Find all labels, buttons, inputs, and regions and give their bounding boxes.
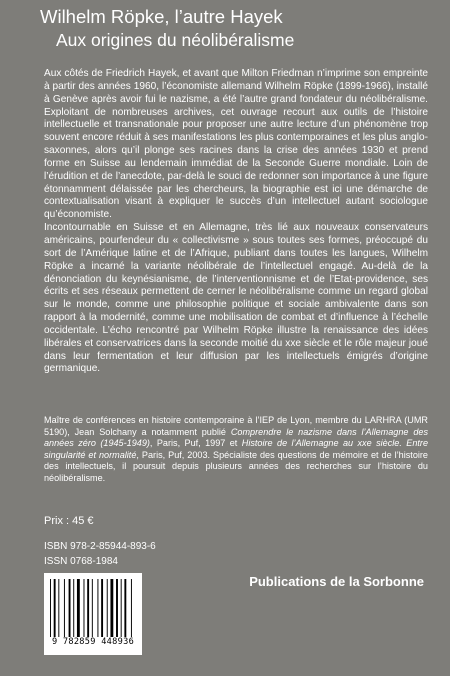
book-title: Wilhelm Röpke, l’autre Hayek — [40, 6, 283, 27]
book-subtitle: Aux origines du néolibéralisme — [56, 30, 295, 50]
price-label: Prix : 45 € — [44, 515, 94, 527]
bio-text-3: , Paris, Puf, 2003. Spécialiste des questions de mémoire et de l’histoire des intellectuels, il poursuit depuis plusieurs années des recherches sur l’histoire du néolibéralisme. — [44, 449, 428, 483]
barcode-bar — [116, 579, 118, 637]
barcode-bar — [64, 579, 65, 637]
author-bio — [44, 415, 428, 485]
bio-book-title-1: Comprendre le nazisme dans l’Allemagne des années zéro (1945-1949) — [44, 426, 428, 449]
barcode-bar — [54, 579, 56, 637]
barcode-bar — [97, 579, 98, 637]
publisher-name: Publications de la Sorbonne — [249, 574, 424, 589]
barcode-bar — [87, 579, 89, 637]
barcode-bar — [92, 579, 93, 637]
barcode-bar — [131, 579, 132, 637]
barcode-bar — [124, 579, 126, 637]
barcode-bar — [84, 579, 85, 637]
bio-book-title-2: Histoire de l’Allemagne au xxe siècle. Entre singularité et normalité — [44, 438, 428, 460]
issn-label: ISSN 0768-1984 — [44, 556, 118, 567]
barcode-bar — [69, 579, 71, 637]
barcode-bar — [73, 579, 74, 637]
blurb — [44, 68, 428, 376]
barcode-bar — [101, 579, 103, 637]
barcode-bars-graphic — [50, 579, 136, 637]
barcode-bar — [77, 579, 80, 637]
isbn-label: ISBN 978-2-85944-893-6 — [44, 541, 156, 552]
blurb-paragraph-1: Aux côtés de Friedrich Hayek, et avant que Milton Friedman n’imprime son empreinte à partir des années 1960, l’économiste allemand Wilhelm Röpke (1899-1966), installé à Genève après avoir fui le nazisme, a été l’autre grand fondateur du néolibéralisme. Exploitant de nombreuses archives, cet ouvrage recourt aux outils de l’histoire intellectuelle et transnationale pour proposer une autre lecture d’un phénomène trop souvent encore réduit à ses manifestations les plus contemporaines et les plus anglo-saxonnes, alors qu’il plonge ses racines dans la crise des années 1930 et prend forme en Suisse au lendemain immédiat de la Seconde Guerre mondiale. Loin de l’érudition et de l’anecdote, par-delà le souci de redonner son importance à une figure étonnamment délaissée par les chercheurs, la biographie est ici une démarche de contextualisation visant à expliquer le succès d’un intellectuel autant sociologue qu’économiste. — [44, 68, 428, 221]
bio-text-1: Maître de conférences en histoire contemporaine à l’IEP de Lyon, membre du LARHRA (UMR 5190), Jean Solchany a notamment publié — [44, 415, 428, 437]
barcode-bar — [107, 579, 108, 637]
blurb-paragraph-2: Incontournable en Suisse et en Allemagne, très lié aux nouveaux conservateurs américains, pourfendeur du « collectivisme » sous toutes ses formes, préoccupé du sort de l’Amérique latine et de l’Afrique, publiant dans toutes les langues, Wilhelm Röpke a incarné la variante néolibérale de l’intellectuel engagé. Au-delà de la dénonciation du keynésianisme, de l’interventionnisme et de l’Etat-providence, ses écrits et ses réseaux permettent de cerner le néolibéralisme comme un regard global sur le monde, comme une philosophie politique et sociale ambivalente dans son rapport à la modernité, comme une mobilisation de combat et d’influence à l’échelle occidentale. L’écho rencontré par Wilhelm Röpke illustre la renaissance des idées libérales et conservatrices dans la seconde moitié du xxe siècle et le rôle majeur joué dans leur fermentation et leur diffusion par les intellectuels émigrés d’origine germanique. — [44, 222, 428, 375]
barcode-bar — [110, 579, 113, 637]
barcode-bar — [50, 579, 51, 637]
barcode-bar — [58, 579, 59, 637]
barcode-digits: 9 782859 448936 — [51, 637, 135, 647]
barcode-bar — [121, 579, 122, 637]
bio-text-2: , Paris, Puf, 1997 et — [149, 438, 242, 449]
barcode — [44, 573, 142, 655]
